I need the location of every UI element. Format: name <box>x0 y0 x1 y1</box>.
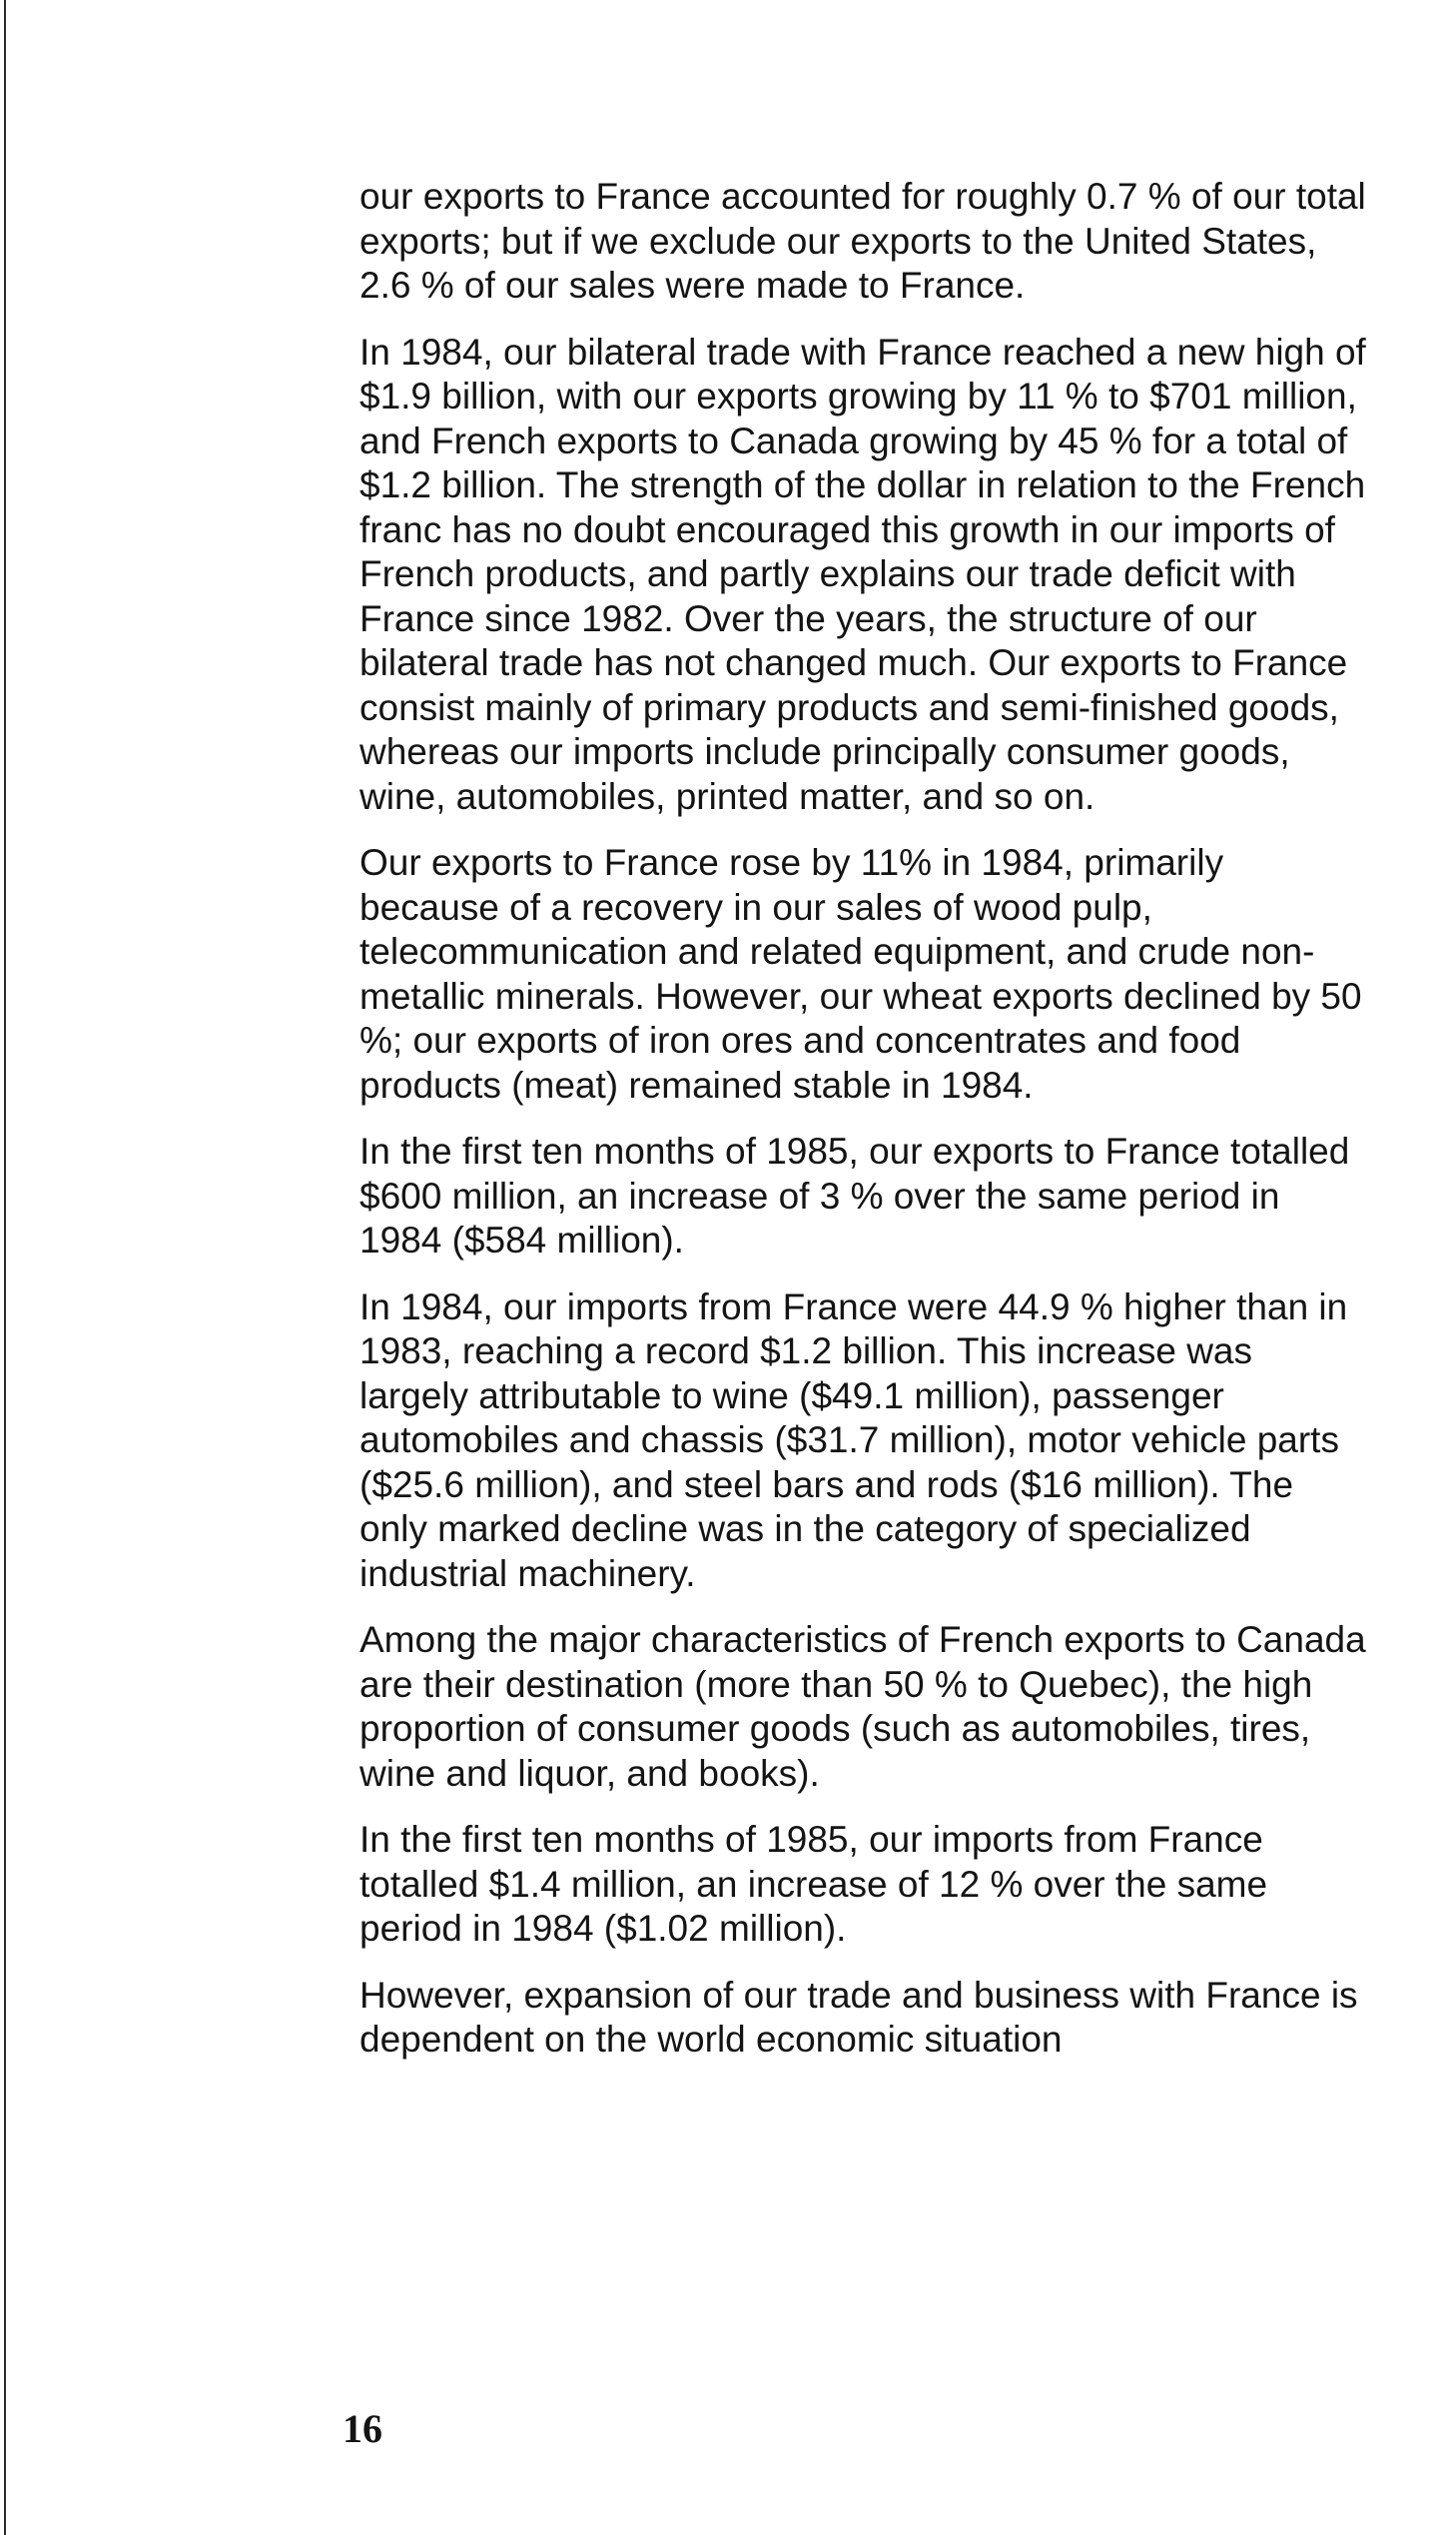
paragraph-bilateral-trade-1984: In 1984, our bilateral trade with France reached a new high of $1.9 billion, with our exports growing by 11 % to $701 million, and French exports to Canada growing by 45 % for a total of $1.2 billion. The strength of the dollar in relation to the French franc has no doubt encouraged this growth in our imports of French products, and partly explains our trade deficit with France since 1982. Over the years, the structure of our bilateral trade has not changed much. Our exports to France consist mainly of primary products and semi-finished goods, whereas our imports include principally consumer goods, wine, automobiles, printed matter, and so on. <box>360 331 1366 817</box>
paragraph-imports-1984: In 1984, our imports from France were 44.9 % higher than in 1983, reaching a record $1.2 billion. This increase was largely attributable to wine ($49.1 million), passenger automobiles and chassis ($31.7 million), motor vehicle parts ($25.6 million), and steel bars and rods ($16 million). The only marked decline was in the category of specialized industrial machinery. <box>360 1285 1348 1594</box>
paragraph-expansion: However, expansion of our trade and business with France is dependent on the world economic situation <box>360 1974 1358 2060</box>
paragraph-exports-rose-1984: Our exports to France rose by 11% in 1984, primarily because of a recovery in our sales of wood pulp, telecommunication and related equipment, and crude non-metallic minerals. However, our wheat exports declined by 50 %; our exports of iron ores and concentrates and food products (meat) remained stable in 1984. <box>360 842 1362 1106</box>
paragraph-exports-share: our exports to France accounted for roughly 0.7 % of our total exports; but if we exclude our exports to the United States, 2.6 % of our sales were made to France. <box>360 176 1366 306</box>
paragraph-french-exports-characteristics: Among the major characteristics of French exports to Canada are their destination (more than 50 % to Quebec), the high proportion of consumer goods (such as automobiles, tires, wine and liquor, and books). <box>360 1619 1366 1794</box>
paragraph-exports-1985: In the first ten months of 1985, our exports to France totalled $600 million, an increase of 3 % over the same period in 1984 ($584 million). <box>360 1131 1350 1261</box>
page-number: 16 <box>343 2406 382 2451</box>
page-edge-line <box>4 0 6 2535</box>
body-text <box>360 175 1368 2085</box>
paragraph-imports-1985: In the first ten months of 1985, our imports from France totalled $1.4 million, an increase of 12 % over the same period in 1984 ($1.02 million). <box>360 1819 1268 1949</box>
